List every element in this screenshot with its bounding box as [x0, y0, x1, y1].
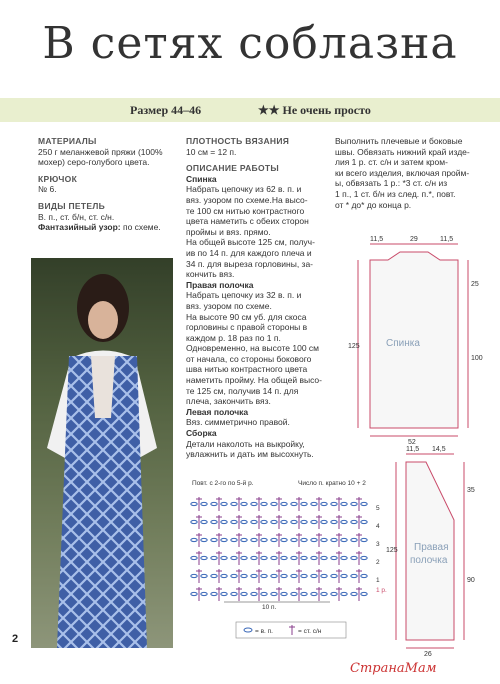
chain-stitch — [251, 538, 257, 541]
chain-stitch — [301, 556, 307, 559]
materials-heading: МАТЕРИАЛЫ — [38, 136, 97, 146]
back-line: На высо- — [271, 194, 308, 205]
chain-stitch — [201, 592, 207, 595]
crochet-chart — [180, 476, 390, 646]
chain-stitch — [201, 538, 207, 541]
row-label: 5 — [376, 505, 380, 512]
size-label: Размер 44–46 — [130, 103, 202, 117]
front-piece-label-2: полочка — [410, 555, 448, 566]
right-front-line: вяз. узором по схеме. — [186, 300, 272, 311]
chain-stitch — [271, 574, 277, 577]
chain-stitch — [201, 556, 207, 559]
chain-stitch — [351, 520, 357, 523]
chain-stitch — [211, 538, 217, 541]
chain-stitch — [211, 574, 217, 577]
row-label: 3 — [376, 541, 380, 548]
chain-stitch — [221, 538, 227, 541]
chain-stitch — [281, 556, 287, 559]
materials-block — [38, 136, 178, 233]
right-front-line: плеча, закончить вяз. — [186, 396, 271, 407]
assembly-line: Детали наколоть на выкройку, — [186, 438, 305, 449]
chain-stitch — [251, 520, 257, 523]
chain-stitch — [331, 556, 337, 559]
chain-stitch — [261, 502, 267, 505]
finishing-line: Выполнить плечевые и боковые — [335, 136, 463, 146]
chain-stitch — [191, 520, 197, 523]
chain-stitch — [231, 592, 237, 595]
chain-stitch — [301, 574, 307, 577]
right-front-line: На высоте 90 см уб. для скоса — [186, 311, 307, 322]
chain-stitch — [321, 592, 327, 595]
chain-stitch — [331, 538, 337, 541]
density-text: 10 см = 12 п. — [186, 146, 237, 157]
chain-stitch — [351, 592, 357, 595]
difficulty-label — [258, 103, 371, 118]
right-front-heading: Правая полочка — [186, 279, 254, 290]
chain-stitch — [251, 556, 257, 559]
chain-stitch — [211, 556, 217, 559]
chain-stitch — [281, 538, 287, 541]
back-line: 34 п. для выреза горловины, за- — [186, 258, 314, 269]
chain-stitch — [291, 538, 297, 541]
chain-stitch — [341, 592, 347, 595]
row-label: 2 — [376, 559, 380, 566]
chain-stitch — [231, 520, 237, 523]
left-front-heading: Левая полочка — [186, 406, 249, 417]
row-label: 1 — [376, 577, 380, 584]
chain-stitch — [311, 556, 317, 559]
left-front-text: Вяз. симметрично правой. — [186, 417, 290, 428]
right-front-line: от начала, со стороны бокового — [186, 353, 312, 364]
chain-stitch — [341, 538, 347, 541]
assembly-heading: Сборка — [186, 428, 217, 439]
chain-stitch — [271, 592, 277, 595]
finishing-line: 1 п., 1 ст. б/н из след. п.*, повт. — [335, 188, 456, 199]
chain-stitch — [321, 538, 327, 541]
density-heading: ПЛОТНОСТЬ ВЯЗАНИЯ — [186, 136, 290, 146]
chain-stitch — [301, 502, 307, 505]
chain-stitch — [211, 502, 217, 505]
dim-back-left: 125 — [348, 343, 360, 350]
chain-stitch — [241, 520, 247, 523]
chain-stitch — [341, 502, 347, 505]
dim-front-top-right: 14,5 — [432, 446, 446, 453]
dim-front-right-top: 35 — [467, 487, 475, 494]
chain-stitch — [231, 574, 237, 577]
chain-stitch — [321, 520, 327, 523]
assembly-line: увлажнить и дать им высохнуть. — [186, 449, 314, 460]
chain-stitch — [311, 538, 317, 541]
chain-stitch — [321, 502, 327, 505]
back-line: те 100 см нитью контрастного — [186, 205, 305, 216]
loops-text: В. п., ст. б/н, ст. с/н. — [38, 211, 115, 222]
chain-stitch — [281, 502, 287, 505]
chain-stitch — [271, 538, 277, 541]
chain-stitch — [311, 592, 317, 595]
page-number: 2 — [12, 633, 19, 645]
dim-front-left: 125 — [386, 547, 398, 554]
chain-stitch — [321, 574, 327, 577]
chain-stitch — [341, 520, 347, 523]
chain-stitch — [351, 502, 357, 505]
chain-stitch — [241, 574, 247, 577]
chain-stitch — [231, 502, 237, 505]
finishing-line: ки всего изделия, включая пройм- — [335, 167, 470, 178]
chain-stitch — [361, 502, 367, 505]
chain-stitch — [331, 574, 337, 577]
page-title: В сетях соблазна — [42, 18, 458, 69]
hook-heading: КРЮЧОК — [38, 173, 78, 184]
right-front-line: Одновременно, на высоте 100 см — [186, 343, 320, 354]
back-line: цвета наметить с обеих сторон — [186, 216, 309, 227]
pattern-label: Фантазийный узор: — [38, 222, 121, 233]
chain-stitch — [311, 574, 317, 577]
chain-stitch — [251, 574, 257, 577]
chain-stitch — [291, 592, 297, 595]
finishing-line: от * до* до конца р. — [335, 199, 412, 210]
chain-stitch — [361, 538, 367, 541]
chain-stitch — [351, 574, 357, 577]
legend-dc: = ст. с/н — [298, 628, 322, 635]
chain-stitch — [221, 556, 227, 559]
pattern-text: по схеме. — [120, 222, 161, 233]
chain-stitch — [251, 592, 257, 595]
dim-back-top-right: 11,5 — [440, 236, 454, 243]
difficulty-stars: ★★ — [258, 103, 280, 117]
chain-stitch — [221, 502, 227, 505]
back-line: На общей высоте 125 см, получ- — [186, 237, 315, 248]
chain-stitch — [361, 520, 367, 523]
chain-stitch — [301, 538, 307, 541]
right-front-line: каждом р. 18 раз по 1 п. — [186, 332, 281, 343]
dim-back-right-bottom: 100 — [471, 355, 483, 362]
chain-stitch — [191, 556, 197, 559]
width-label: 10 п. — [262, 604, 277, 611]
finishing-line: лия 1 р. ст. с/н и затем кром- — [335, 157, 448, 168]
chain-stitch — [241, 556, 247, 559]
watermark-b: Мам — [404, 661, 437, 676]
front-piece-label-1: Правая — [414, 542, 449, 553]
chain-stitch — [241, 502, 247, 505]
chain-stitch — [221, 574, 227, 577]
chain-stitch — [201, 502, 207, 505]
back-line: вяз. узором по схеме. — [186, 194, 272, 205]
chain-stitch — [281, 574, 287, 577]
dim-back-top-mid: 29 — [410, 236, 418, 243]
chain-stitch — [291, 574, 297, 577]
back-heading: Спинка — [186, 173, 217, 184]
dim-front-right-bottom: 90 — [467, 577, 475, 584]
right-front-line: горловины с правой стороны в — [186, 322, 308, 333]
chain-stitch — [311, 520, 317, 523]
chain-stitch — [361, 574, 367, 577]
chain-stitch — [361, 556, 367, 559]
materials-line-1: 250 г меланжевой пряжи (100% — [38, 146, 163, 157]
chain-stitch — [261, 592, 267, 595]
dim-front-bottom: 26 — [424, 651, 432, 658]
chain-stitch — [231, 556, 237, 559]
chain-stitch — [221, 592, 227, 595]
chain-stitch — [271, 502, 277, 505]
chain-stitch — [241, 592, 247, 595]
chain-stitch — [261, 574, 267, 577]
back-piece-label: Спинка — [386, 338, 420, 349]
chain-stitch — [341, 574, 347, 577]
first-row-label: 1 р. — [376, 587, 387, 594]
chain-stitch — [331, 520, 337, 523]
chain-stitch — [291, 502, 297, 505]
finishing-line: швы. Обвязать нижний край изде- — [335, 146, 470, 157]
chain-stitch — [281, 520, 287, 523]
hook-text: № 6. — [38, 184, 57, 195]
materials-line-2: мохер) серо-голубого цвета. — [38, 157, 150, 168]
work-heading: ОПИСАНИЕ РАБОТЫ — [186, 163, 279, 174]
chain-stitch — [311, 502, 317, 505]
chain-stitch — [261, 556, 267, 559]
finishing-line: ы, обвязать 1 р.: *3 ст. с/н из — [335, 178, 448, 189]
dim-back-bottom: 52 — [408, 439, 416, 446]
back-line: Набрать цепочку из 62 в. п. и — [186, 184, 302, 195]
chain-stitch — [361, 592, 367, 595]
chain-stitch — [291, 556, 297, 559]
back-line: ив по 14 п. для каждого плеча и — [186, 247, 312, 258]
chain-stitch — [351, 538, 357, 541]
difficulty-text: Не очень просто — [282, 103, 371, 117]
chain-stitch — [191, 592, 197, 595]
right-front-line: шва нитью контрастного цвета — [186, 364, 308, 375]
chain-stitch — [341, 556, 347, 559]
chain-stitch — [301, 592, 307, 595]
garment-photo — [31, 258, 173, 648]
chain-stitch — [251, 502, 257, 505]
chain-stitch — [191, 502, 197, 505]
right-front-line: Набрать цепочку из 32 в. п. и — [186, 290, 302, 301]
chain-symbol-icon — [244, 628, 252, 632]
chain-stitch — [291, 520, 297, 523]
right-front-line: наметить пройму. На общей высо- — [186, 375, 322, 386]
chain-stitch — [261, 538, 267, 541]
chain-stitch — [201, 520, 207, 523]
chain-stitch — [241, 538, 247, 541]
chain-stitch — [281, 592, 287, 595]
chain-stitch — [331, 592, 337, 595]
dim-front-top-left: 11,5 — [406, 446, 420, 453]
chart-repeat-label: Повт. с 2-го по 5-й р. — [192, 480, 254, 487]
back-line: проймы и вяз. прямо. — [186, 226, 271, 237]
instructions-block — [186, 136, 334, 460]
header-band — [0, 98, 500, 122]
chain-stitch — [261, 520, 267, 523]
watermark — [350, 661, 437, 676]
chain-stitch — [231, 538, 237, 541]
chart-multiple-label: Число п. кратно 10 + 2 — [298, 480, 366, 487]
finishing-block — [335, 136, 495, 210]
chain-stitch — [201, 574, 207, 577]
back-line: кончить вяз. — [186, 269, 235, 280]
chain-stitch — [351, 556, 357, 559]
chain-stitch — [271, 556, 277, 559]
chart-legend — [236, 622, 346, 638]
row-label: 4 — [376, 523, 380, 530]
dim-back-top-left: 11,5 — [370, 236, 384, 243]
dim-back-right-top: 25 — [471, 281, 479, 288]
chain-stitch — [301, 520, 307, 523]
chain-stitch — [211, 520, 217, 523]
chain-stitch — [191, 538, 197, 541]
chain-stitch — [211, 592, 217, 595]
watermark-a: Страна — [350, 661, 405, 676]
chain-stitch — [191, 574, 197, 577]
legend-chain: = в. п. — [255, 628, 273, 635]
chain-stitch — [321, 556, 327, 559]
chain-stitch — [331, 502, 337, 505]
right-front-line: те 125 см, получив 14 п. для — [186, 385, 299, 396]
chain-stitch — [221, 520, 227, 523]
loops-heading: ВИДЫ ПЕТЕЛЬ — [38, 200, 106, 211]
chain-stitch — [271, 520, 277, 523]
